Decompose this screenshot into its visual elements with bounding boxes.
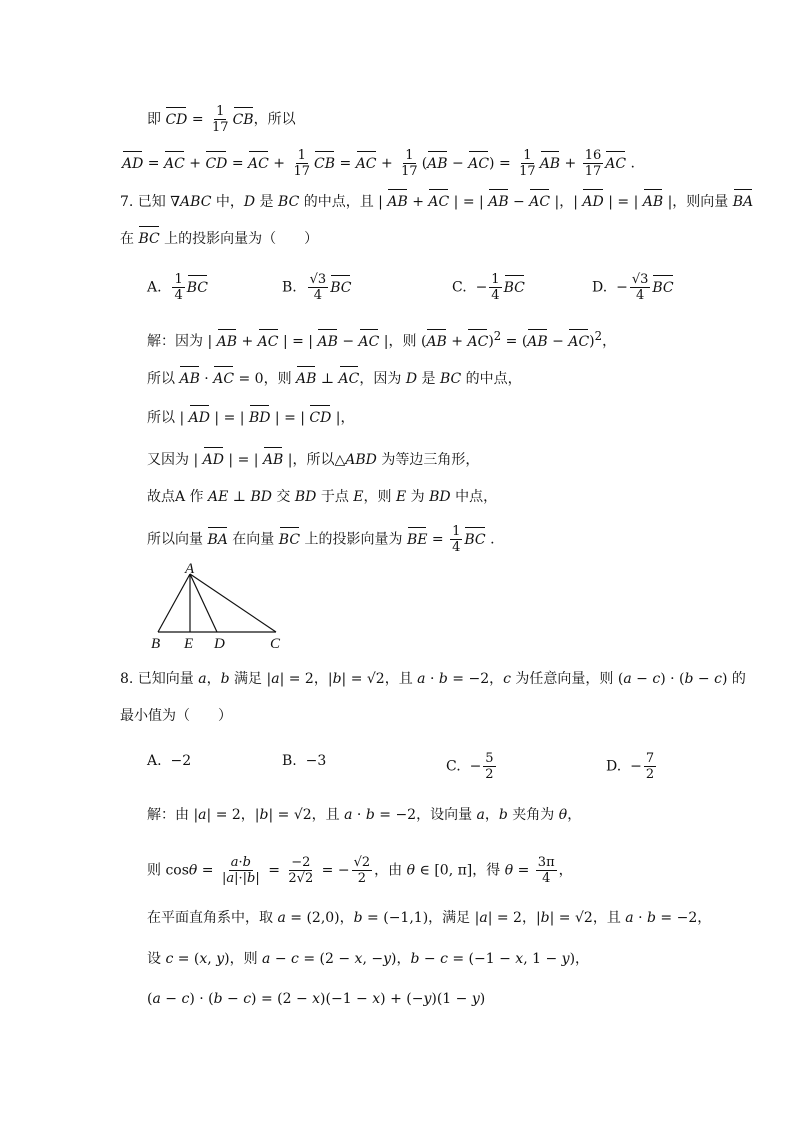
q7-option-d: D. − $\frac{√3}{4}$ BC [592, 272, 674, 303]
label-e: E [184, 636, 194, 652]
q7-solution-2: 所以 AB · AC = 0，则 AB ⊥ AC，因为 D 是 BC 的中点， [147, 371, 522, 387]
q7-solution-4: 又因为 | AD | = | AB |，所以△ABD 为等边三角形， [147, 452, 480, 468]
line-ad: AD = AC + CD = AC + $\frac{1}{17}$ CB = AC + $\frac{1}{17}$ (AB − AC) = $\frac{1}{17}$ AB + $\frac{16}{17}$ AC . [122, 148, 636, 179]
q7-solution-6: 所以向量 BA 在向量 BC 上的投影向量为 BE = $\frac{1}{4}$ BC . [147, 524, 495, 555]
q7-stem-1: 7. 已知 ∇ABC 中，D 是 BC 的中点，且 | AB + AC | = | AB − AC |，| AD | = | AB |，则向量 BA [120, 194, 754, 210]
q8-solution-1: 解：由 |a| = 2，|b| = √2，且 a · b = −2，设向量 a，b 夹角为 θ， [147, 807, 582, 823]
q8-stem-2: 最小值为（ ） [120, 708, 232, 724]
q7-solution-3: 所以 | AD | = | BD | = | CD |， [147, 410, 355, 426]
segment-ab [158, 574, 190, 632]
label-b: B [151, 636, 161, 652]
q7-solution-1: 解：因为 | AB + AC | = | AB − AC |，则 (AB + AC)$^2$ = (AB − AC)$^2$， [147, 329, 617, 350]
q7-stem-2: 在 BC 上的投影向量为（ ） [120, 231, 319, 247]
q7-option-b: B. $\frac{√3}{4}$ BC [282, 272, 352, 303]
q8-stem-1: 8. 已知向量 a，b 满足 |a| = 2，|b| = √2，且 a · b = −2，c 为任意向量，则 (a − c) · (b − c) 的 [120, 671, 746, 687]
label-a: A [185, 562, 195, 577]
q8-solution-4: 设 c = (x, y)，则 a − c = (2 − x, −y)，b − c = (−1 − x, 1 − y)， [147, 951, 590, 967]
q7-option-a: A. $\frac{1}{4}$ BC [147, 272, 209, 303]
line-cd: 即 CD = $\frac{1}{17}$ CB，所以 [147, 104, 296, 135]
triangle-figure [145, 562, 290, 652]
q8-solution-2: 则 cosθ = $\frac{a\cdot b}{|a|\cdot|b|}$ = $\frac{-2}{2√2}$ = − $\frac{√2}{2}$ ，由 θ ∈ [0, π]，得 θ = $\frac{3\pi}{4}$ ， [147, 855, 573, 886]
q8-option-d: D. − $\frac{7}{2}$ [606, 751, 655, 782]
q8-solution-5: (a − c) · (b − c) = (2 − x)(−1 − x) + (−y)(1 − y) [147, 991, 486, 1007]
label-c: C [270, 636, 281, 652]
q7-option-c: C. − $\frac{1}{4}$ BC [452, 272, 525, 303]
q8-option-a: A. −2 [147, 753, 192, 769]
q8-option-c: C. − $\frac{5}{2}$ [446, 751, 494, 782]
q7-solution-5: 故点A 作 AE ⊥ BD 交 BD 于点 E，则 E 为 BD 中点， [147, 489, 498, 505]
q8-solution-3: 在平面直角系中，取 a = (2,0)，b = (−1,1)，满足 |a| = 2，|b| = √2，且 a · b = −2， [147, 910, 712, 926]
label-d: D [214, 636, 225, 652]
q8-option-b: B. −3 [282, 753, 327, 769]
